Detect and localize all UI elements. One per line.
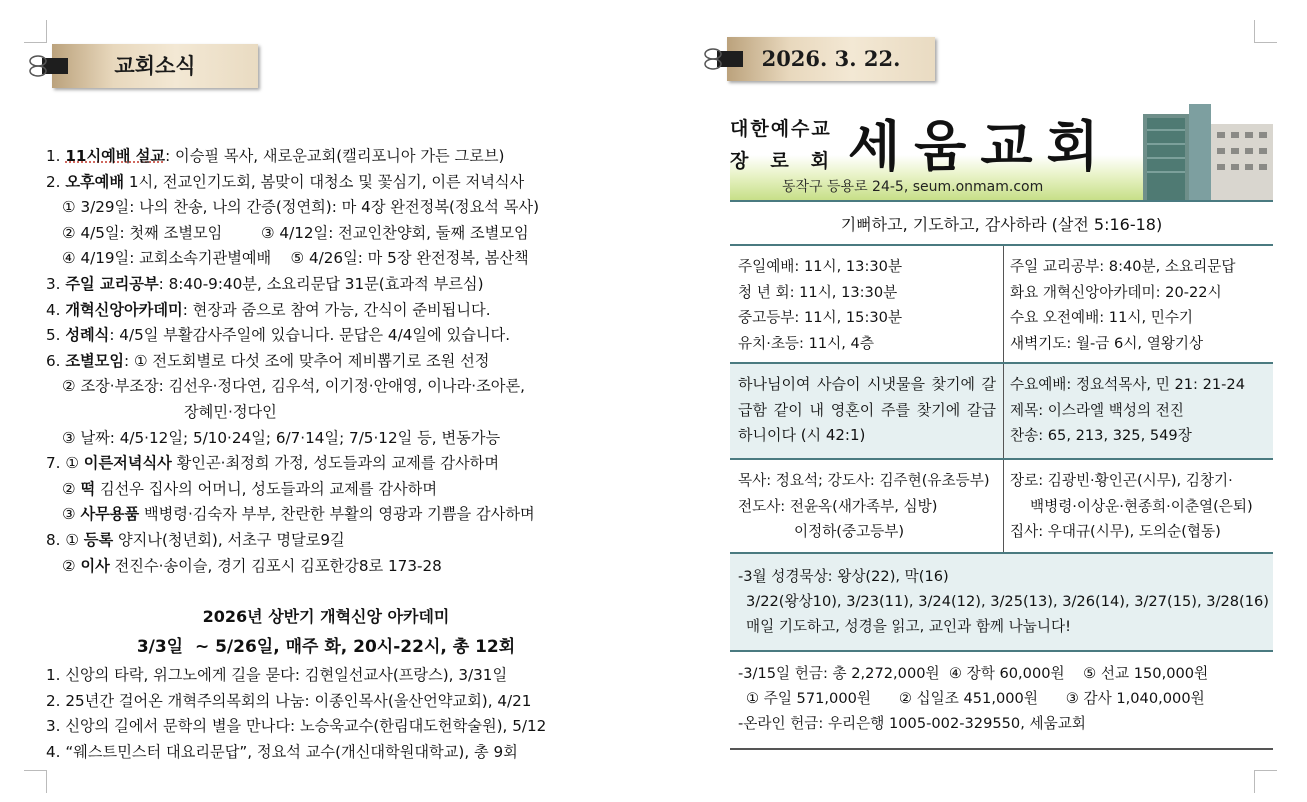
offering-report bbox=[730, 650, 1273, 750]
column-divider bbox=[1003, 364, 1004, 458]
denomination-line: 대한예수교 bbox=[730, 118, 832, 140]
item-number: 5. bbox=[46, 326, 61, 345]
church-banner bbox=[730, 100, 1273, 200]
offering-line: ① 주일 571,000원 ② 십일조 451,000원 ③ 감사 1,040,000원 bbox=[746, 690, 1205, 707]
item-text: ② bbox=[62, 556, 81, 575]
church-building-icon bbox=[1123, 100, 1273, 200]
offering-line: -3/15일 헌금: 총 2,272,000원 ④ 장학 60,000원 ⑤ 선교 150,000원 bbox=[738, 665, 1209, 682]
bible-line: -3월 성경묵상: 왕상(22), 막(16) bbox=[738, 568, 949, 585]
staff-line: 이정하(중고등부) bbox=[794, 523, 905, 540]
date-label: 2026. 3. 22. bbox=[761, 46, 901, 71]
item-text: ③ bbox=[62, 505, 81, 524]
corner-mark bbox=[24, 20, 47, 43]
item-heading: 등록 bbox=[83, 530, 114, 549]
bible-reading bbox=[730, 552, 1273, 650]
column-divider bbox=[1003, 460, 1004, 552]
academy-schedule: 3/3일 ~ 5/26일, 매주 화, 20시-22시, 총 12회 bbox=[136, 637, 516, 658]
item-number: 2. bbox=[46, 172, 61, 191]
corner-mark bbox=[1254, 20, 1277, 43]
news-item bbox=[46, 170, 686, 196]
corner-mark bbox=[24, 770, 47, 793]
news-subitem bbox=[46, 502, 686, 528]
item-heading: 떡 bbox=[80, 479, 96, 498]
news-subitem: ① 3/29일: 나의 찬송, 나의 간증(정연희): 마 4장 완전정복(정요석 목사) bbox=[62, 198, 540, 217]
academy-title: 2026년 상반기 개혁신앙 아카데미 bbox=[202, 607, 450, 627]
item-text: ① bbox=[65, 454, 84, 473]
item-text: 황인곤·최정희 가정, 성도들과의 교제를 감사하며 bbox=[171, 454, 500, 473]
staff-line: 장로: 김광빈·황인곤(시무), 김창기· bbox=[1010, 472, 1233, 489]
item-text: 김선우 집사의 어머니, 성도들과의 교제를 감사하며 bbox=[95, 479, 438, 498]
pastoral-staff bbox=[738, 468, 1000, 545]
church-motto: 기뻐하고, 기도하고, 감사하라 (살전 5:16-18) bbox=[730, 200, 1273, 246]
staff-section bbox=[730, 458, 1273, 552]
staff-line: 집사: 우대규(시무), 도의순(협동) bbox=[1010, 523, 1221, 540]
item-heading: 주일 교리공부 bbox=[65, 274, 159, 293]
service-line: 수요예배: 정요석목사, 민 21: 21-24 bbox=[1010, 376, 1245, 393]
item-text: 전진수·송이슬, 경기 김포시 김포한강8로 173-28 bbox=[109, 556, 442, 575]
column-divider bbox=[1003, 246, 1004, 362]
bible-line: 3/22(왕상10), 3/23(11), 3/24(12), 3/25(13), 3/26(14), 3/27(15), 3/28(16) bbox=[746, 593, 1269, 610]
news-item bbox=[46, 144, 686, 170]
item-text: : 이승필 목사, 새로운교회(캘리포니아 가든 그로브) bbox=[165, 147, 505, 165]
academy-item: 3. 신앙의 길에서 문학의 별을 만나다: 노승욱교수(한림대도헌학술원), 5/12 bbox=[46, 717, 547, 736]
academy-item: 4. “웨스트민스터 대요리문답”, 정요석 교수(개신대학원대학교), 총 9회 bbox=[46, 742, 518, 761]
item-text: ② bbox=[62, 479, 81, 498]
item-heading: 사무용품 bbox=[80, 505, 140, 524]
academy-item: 1. 신앙의 타락, 위그노에게 길을 묻다: 김현일선교사(프랑스), 3/31일 bbox=[46, 666, 508, 685]
item-text: 양지나(청년회), 서초구 명달로9길 bbox=[113, 530, 345, 549]
worship-schedule bbox=[730, 244, 1273, 362]
news-subitem: 장혜민·정다인 bbox=[184, 402, 277, 421]
section-tag-news bbox=[52, 44, 258, 88]
item-heading: 11시예배 설교 bbox=[65, 147, 166, 165]
item-heading: 이른저녁식사 bbox=[83, 454, 172, 473]
schedule-line: 주일예배: 11시, 13:30분 bbox=[738, 258, 903, 275]
news-item bbox=[46, 349, 686, 375]
news-subitem: ② 4/5일: 첫째 조별모임 ③ 4/12일: 전교인찬양회, 둘째 조별모임 bbox=[62, 223, 529, 242]
schedule-line: 주일 교리공부: 8:40분, 소요리문답 bbox=[1010, 258, 1236, 275]
news-subitem: ② 조장·부조장: 김선우·정다연, 김우석, 이기정·안애영, 이나라·조아론, bbox=[62, 377, 525, 396]
news-item bbox=[46, 528, 686, 554]
item-number: 7. bbox=[46, 454, 61, 473]
offering-line: -온라인 헌금: 우리은행 1005-002-329550, 세움교회 bbox=[738, 715, 1086, 732]
staff-line: 전도사: 전윤옥(새가족부, 심방) bbox=[738, 497, 938, 515]
section-tag-label: 교회소식 bbox=[114, 53, 196, 78]
worship-left-column bbox=[738, 254, 1000, 356]
news-subitem bbox=[46, 477, 686, 503]
item-text: 1시, 전교인기도회, 봄맞이 대청소 및 꽃심기, 이른 저녁식사 bbox=[124, 172, 525, 191]
item-heading: 오후예배 bbox=[65, 172, 125, 191]
news-item bbox=[46, 298, 686, 324]
staff-line: 백병령·이상운·현종희·이춘열(은퇴) bbox=[1030, 497, 1253, 515]
denomination-line: 장로회 bbox=[730, 150, 852, 172]
item-number: 1. bbox=[46, 147, 61, 165]
schedule-line: 수요 오전예배: 11시, 민수기 bbox=[1010, 309, 1194, 326]
item-heading: 이사 bbox=[80, 556, 110, 575]
verse-section bbox=[730, 362, 1273, 458]
item-number: 6. bbox=[46, 351, 61, 370]
church-address: 동작구 등용로 24-5, seum.onmam.com bbox=[782, 179, 1044, 195]
news-subitem: ③ 날짜: 4/5·12일; 5/10·24일; 6/7·14일; 7/5·12일 등, 변동가능 bbox=[62, 428, 501, 447]
schedule-line: 중고등부: 11시, 15:30분 bbox=[738, 309, 903, 326]
news-item bbox=[46, 451, 686, 477]
news-subitem bbox=[46, 554, 686, 580]
item-number: 3. bbox=[46, 274, 61, 293]
schedule-line: 청 년 회: 11시, 13:30분 bbox=[738, 283, 898, 301]
weekly-verse: 하나님이여 사슴이 시냇물을 찾기에 갈급함 같이 내 영혼이 주를 찾기에 갈급하니이다 (시 42:1) bbox=[738, 375, 996, 444]
item-text: ① bbox=[65, 530, 84, 549]
schedule-line: 화요 개혁신앙아카데미: 20-22시 bbox=[1010, 283, 1222, 301]
wednesday-service bbox=[1010, 372, 1272, 449]
bible-line: 매일 기도하고, 성경을 읽고, 교인과 함께 나눕니다! bbox=[746, 618, 1071, 635]
item-text: : 8:40-9:40분, 소요리문답 31문(효과적 부르심) bbox=[158, 274, 484, 293]
news-item bbox=[46, 323, 686, 349]
news-subitem: ④ 4/19일: 교회소속기관별예배 ⑤ 4/26일: 마 5장 완전정복, 봄산책 bbox=[62, 249, 529, 268]
service-line: 찬송: 65, 213, 325, 549장 bbox=[1010, 427, 1192, 444]
item-text: : 현장과 줌으로 참여 가능, 간식이 준비됩니다. bbox=[182, 300, 491, 319]
worship-right-column bbox=[1010, 254, 1272, 356]
item-heading: 성례식 bbox=[65, 326, 110, 345]
elders-deacons bbox=[1010, 468, 1272, 545]
item-text: : 4/5일 부활감사주일에 있습니다. 문답은 4/4일에 있습니다. bbox=[109, 326, 511, 345]
schedule-line: 유치·초등: 11시, 4층 bbox=[738, 334, 874, 352]
item-text: : ① 전도회별로 다섯 조에 맞추어 제비뽑기로 조원 선정 bbox=[124, 351, 490, 370]
item-text: 백병령·김숙자 부부, 찬란한 부활의 영광과 기쁨을 감사하며 bbox=[139, 505, 535, 524]
item-heading: 개혁신앙아카데미 bbox=[65, 300, 183, 319]
academy-item: 2. 25년간 걸어온 개혁주의목회의 나눔: 이종인목사(울산언약교회), 4/21 bbox=[46, 691, 532, 710]
item-number: 4. bbox=[46, 300, 61, 319]
staff-line: 목사: 정요석; 강도사: 김주현(유초등부) bbox=[738, 472, 990, 489]
item-heading: 조별모임 bbox=[65, 351, 125, 370]
news-list bbox=[46, 144, 686, 765]
item-number: 8. bbox=[46, 530, 61, 549]
service-line: 제목: 이스라엘 백성의 전진 bbox=[1010, 401, 1184, 419]
date-tag bbox=[727, 37, 935, 81]
news-item bbox=[46, 272, 686, 298]
corner-mark bbox=[1254, 770, 1277, 793]
church-name: 세움교회 bbox=[848, 115, 1113, 178]
schedule-line: 새벽기도: 월-금 6시, 열왕기상 bbox=[1010, 334, 1204, 352]
